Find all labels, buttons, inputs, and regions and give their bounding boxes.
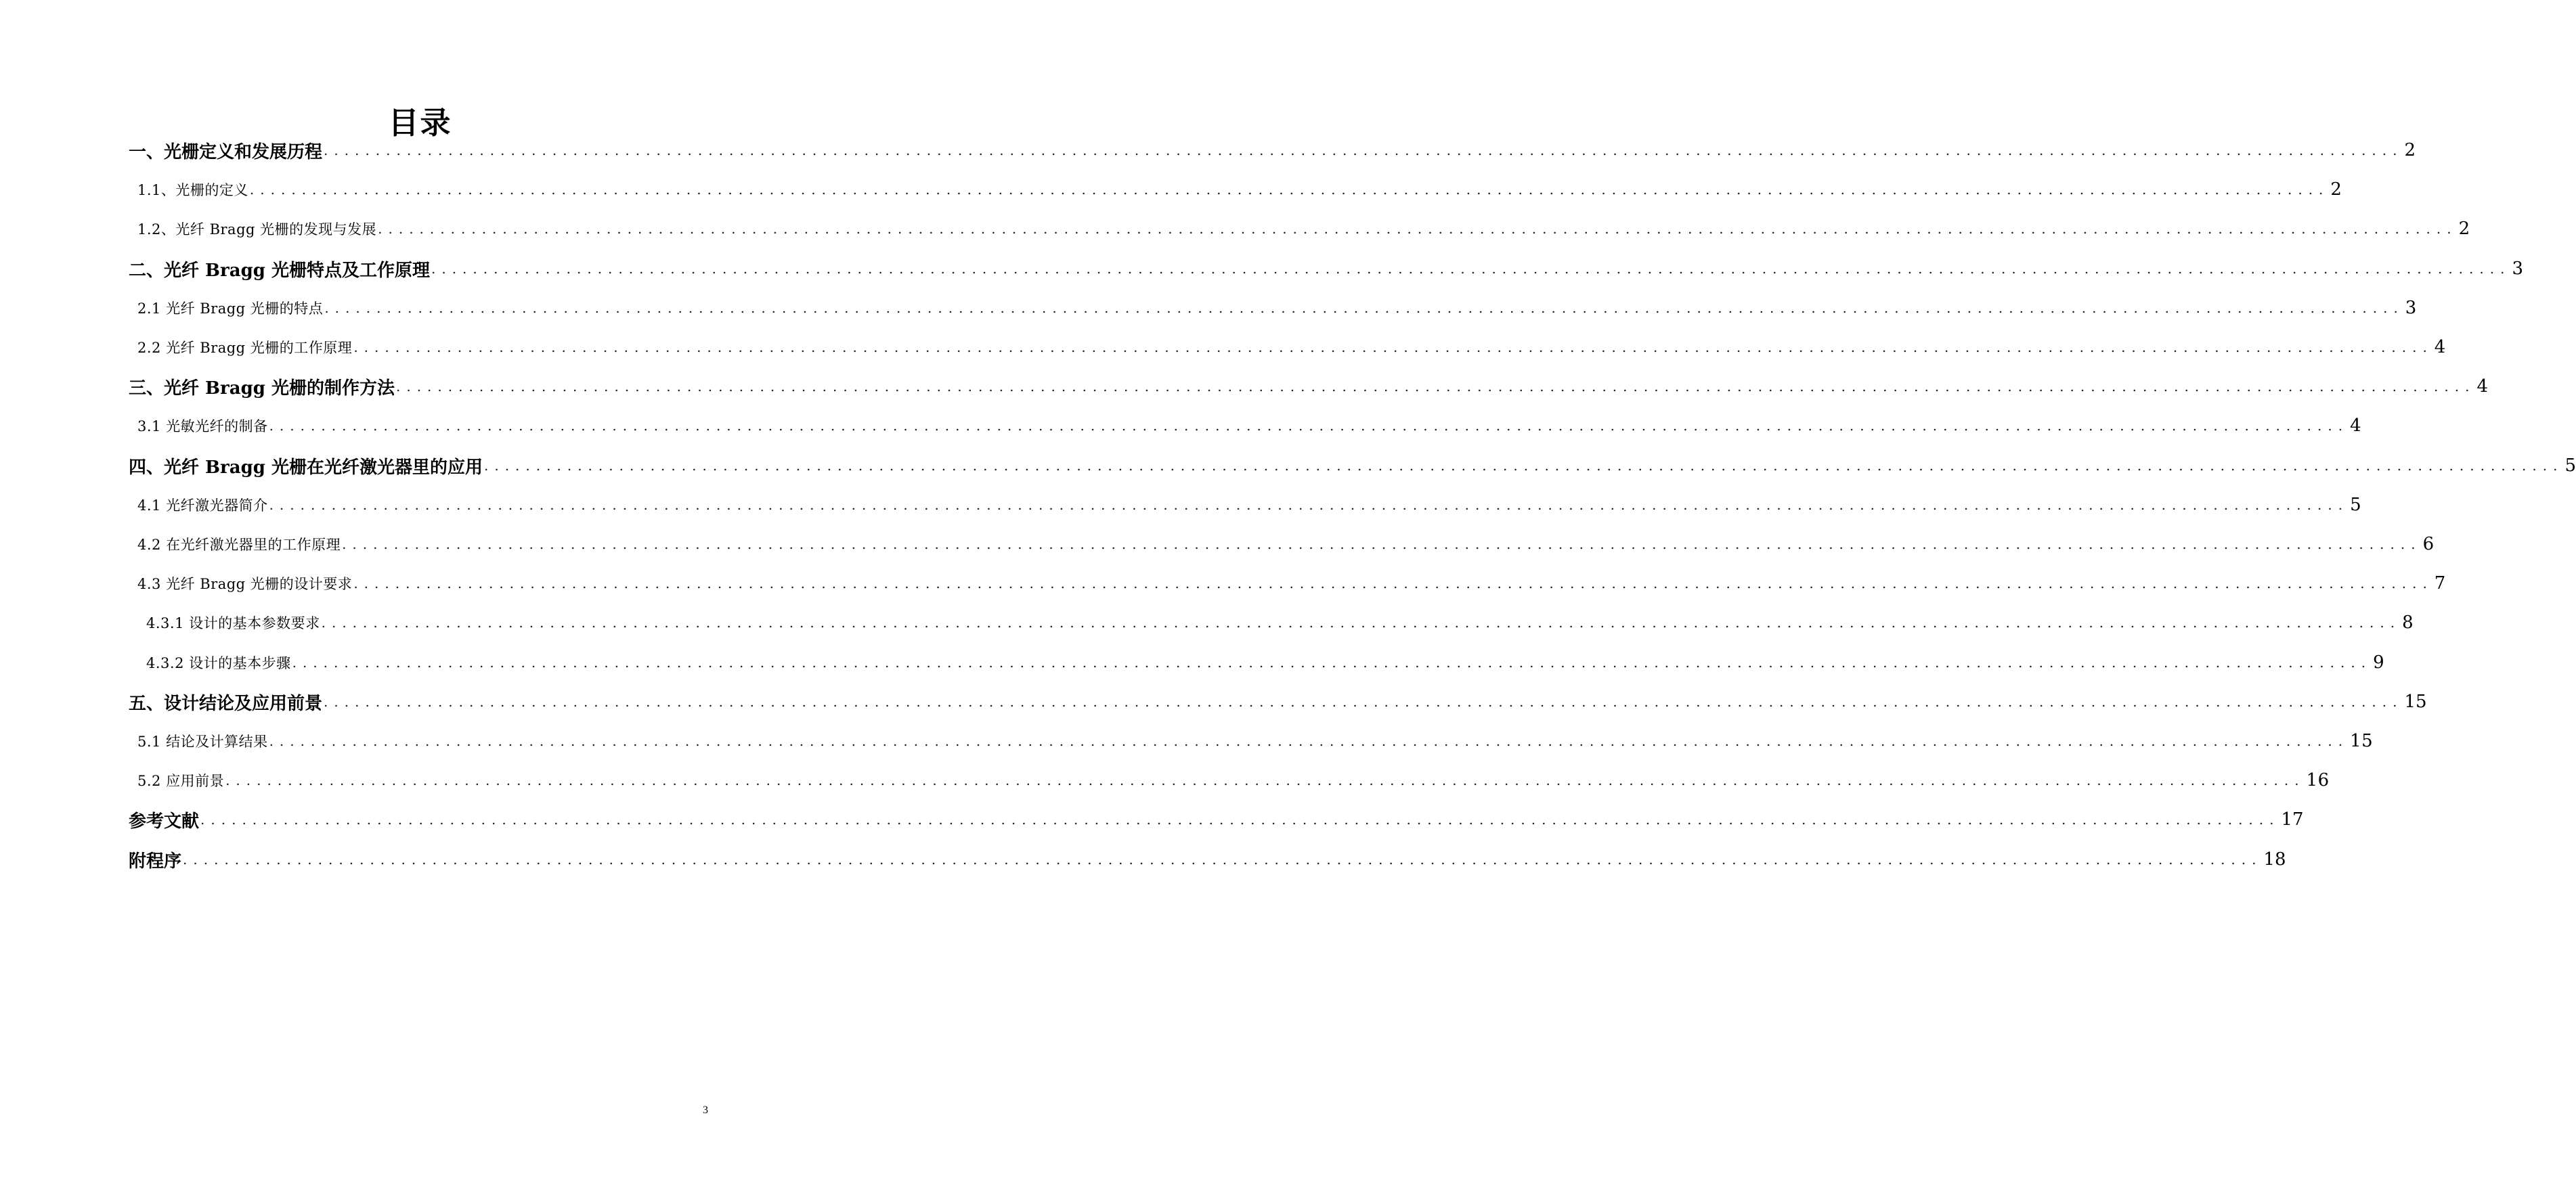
toc-dot-leader: ........................................................................................................................................................................................................ <box>324 142 2403 158</box>
toc-entry-label: 2.2 光纤 Bragg 光栅的工作原理 <box>137 340 353 356</box>
toc-entry[interactable] <box>137 215 2470 242</box>
toc-entry-page: 15 <box>2350 731 2374 751</box>
toc-dot-leader: ........................................................................................................................................................................................................ <box>225 772 2305 788</box>
toc-dot-leader: ........................................................................................................................................................................................................ <box>183 851 2263 868</box>
toc-entry-page: 3 <box>2405 298 2417 318</box>
toc-entry-label: 2.1 光纤 Bragg 光栅的特点 <box>137 300 324 317</box>
toc-entry-page: 5 <box>2350 495 2362 515</box>
toc-entry-label: 4.3.2 设计的基本步骤 <box>146 655 291 671</box>
toc-dot-leader: ........................................................................................................................................................................................................ <box>395 378 2476 395</box>
toc-entry[interactable] <box>129 452 2576 479</box>
toc-entry[interactable] <box>129 255 2524 282</box>
toc-entry[interactable] <box>146 649 2385 676</box>
toc-entry-page: 2 <box>2404 140 2416 160</box>
toc-entry[interactable] <box>137 294 2417 321</box>
toc-entry-page: 5 <box>2564 455 2576 476</box>
toc-entry-label: 4.3.1 设计的基本参数要求 <box>146 615 320 631</box>
toc-entry-label: 3.1 光敏光纤的制备 <box>137 418 268 434</box>
toc-entry[interactable] <box>137 412 2362 439</box>
toc-dot-leader: ........................................................................................................................................................................................................ <box>342 536 2422 552</box>
toc-entry[interactable] <box>137 570 2446 597</box>
toc-entry-label: 参考文献 <box>129 811 200 832</box>
toc-entry-page: 8 <box>2402 612 2414 633</box>
toc-entry[interactable] <box>137 767 2330 794</box>
page-title: 目录 <box>388 105 452 141</box>
toc-entry[interactable] <box>137 531 2435 558</box>
toc-dot-leader: ........................................................................................................................................................................................................ <box>200 811 2280 828</box>
toc-entry-page: 4 <box>2476 376 2489 397</box>
toc-dot-leader: ........................................................................................................................................................................................................ <box>321 614 2401 631</box>
toc-entry-label: 二、光纤 Bragg 光栅特点及工作原理 <box>129 260 430 281</box>
toc-entry-page: 18 <box>2263 849 2286 870</box>
toc-entry[interactable] <box>129 806 2304 833</box>
toc-dot-leader: ........................................................................................................................................................................................................ <box>431 261 2511 277</box>
toc-entry[interactable] <box>129 373 2489 400</box>
toc-entry-label: 5.1 结论及计算结果 <box>137 734 268 750</box>
toc-entry-page: 15 <box>2404 692 2427 712</box>
toc-entry-page: 17 <box>2281 809 2304 830</box>
toc-dot-leader: ........................................................................................................................................................................................................ <box>269 418 2349 434</box>
toc-entry-label: 4.3 光纤 Bragg 光栅的设计要求 <box>137 576 353 592</box>
toc-dot-leader: ........................................................................................................................................................................................................ <box>353 339 2433 355</box>
toc-entry-page: 2 <box>2458 219 2470 239</box>
toc-entry[interactable] <box>146 609 2414 636</box>
page-number: 3 <box>703 1104 708 1116</box>
toc-entry[interactable] <box>137 491 2362 518</box>
toc-entry[interactable] <box>137 334 2446 361</box>
toc-entry-page: 16 <box>2306 770 2330 790</box>
toc-entry[interactable] <box>129 137 2416 164</box>
toc-dot-leader: ........................................................................................................................................................................................................ <box>269 733 2349 749</box>
toc-entry-page: 2 <box>2330 179 2342 200</box>
toc-dot-leader: ........................................................................................................................................................................................................ <box>269 497 2349 513</box>
toc-entry-label: 1.1、光栅的定义 <box>137 182 248 198</box>
toc-entry-page: 3 <box>2512 259 2524 279</box>
toc-entry-page: 6 <box>2422 534 2435 554</box>
toc-entry[interactable] <box>129 846 2286 873</box>
toc-entry-label: 附程序 <box>129 851 182 872</box>
toc-dot-leader: ........................................................................................................................................................................................................ <box>249 181 2330 198</box>
toc-dot-leader: ........................................................................................................................................................................................................ <box>378 221 2458 237</box>
toc-entry-label: 1.2、光纤 Bragg 光栅的发现与发展 <box>137 221 377 238</box>
toc-entry-label: 4.2 在光纤激光器里的工作原理 <box>137 537 341 553</box>
toc-dot-leader: ........................................................................................................................................................................................................ <box>324 300 2404 316</box>
toc-entry-label: 三、光纤 Bragg 光栅的制作方法 <box>129 378 395 399</box>
toc-entry-page: 7 <box>2434 573 2446 594</box>
toc-entry-page: 4 <box>2350 416 2362 436</box>
toc-dot-leader: ........................................................................................................................................................................................................ <box>292 654 2372 671</box>
toc-entry-label: 一、光栅定义和发展历程 <box>129 141 323 162</box>
toc-entry[interactable] <box>129 688 2427 715</box>
toc-entry-label: 五、设计结论及应用前景 <box>129 693 323 714</box>
toc-entry-page: 9 <box>2373 652 2385 673</box>
toc-dot-leader: ........................................................................................................................................................................................................ <box>483 457 2564 474</box>
toc-entry-label: 5.2 应用前景 <box>137 773 225 789</box>
toc-dot-leader: ........................................................................................................................................................................................................ <box>324 694 2403 710</box>
toc-entry[interactable] <box>137 727 2374 755</box>
toc-dot-leader: ........................................................................................................................................................................................................ <box>353 575 2433 591</box>
toc-entry-page: 4 <box>2434 337 2446 357</box>
toc-entry[interactable] <box>137 176 2342 203</box>
toc-entry-label: 四、光纤 Bragg 光栅在光纤激光器里的应用 <box>129 457 483 478</box>
toc-entry-label: 4.1 光纤激光器简介 <box>137 497 268 514</box>
